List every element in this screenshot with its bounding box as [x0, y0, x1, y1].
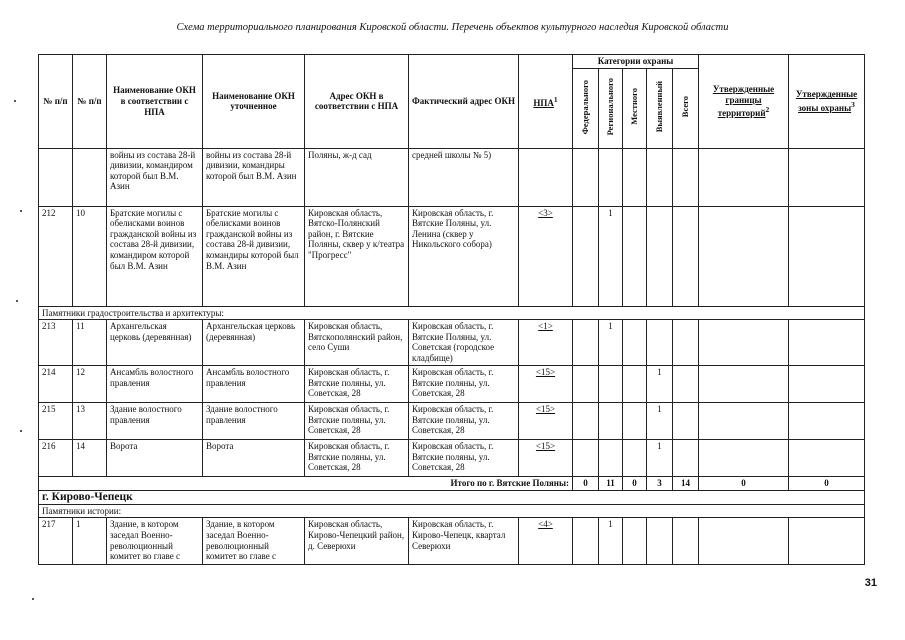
table-row	[39, 518, 865, 565]
col-npa-header	[519, 55, 573, 149]
total-ident: 3	[647, 477, 673, 491]
cell-reg	[599, 148, 623, 206]
cell-reg: 1	[599, 206, 623, 306]
cell-name-npa: Ворота	[107, 440, 203, 477]
cell-total	[673, 518, 699, 565]
cell-address-fact: Кировская область, г. Вятские поляны, ул. Советская, 28	[409, 366, 519, 403]
cell-address-fact: Кировская область, г. Кирово-Чепецк, квартал Северюхи	[409, 518, 519, 565]
cell-loc	[623, 206, 647, 306]
col-name-spec-header: Наименование ОКН уточненное	[203, 55, 305, 149]
cell-fed	[573, 206, 599, 306]
cell-npa: <1>	[519, 320, 573, 366]
cell-total	[673, 320, 699, 366]
heritage-register-table	[38, 54, 865, 565]
cell-npa: <15>	[519, 403, 573, 440]
cell-n1	[39, 148, 73, 206]
cell-ident: 1	[647, 403, 673, 440]
cell-address-npa: Кировская область, Вятско-Полянский район, г. Вятские Поляны, сквер у к/театра "Прогресс"	[305, 206, 409, 306]
header-row-top	[39, 55, 865, 69]
table-row	[39, 206, 865, 306]
cell-zones	[789, 366, 865, 403]
scan-speck	[14, 100, 16, 102]
col-num1-header: № п/п	[39, 55, 73, 149]
cell-fed	[573, 518, 599, 565]
cell-total	[673, 366, 699, 403]
cell-bounds	[699, 518, 789, 565]
total-row	[39, 477, 865, 491]
cell-npa: <15>	[519, 440, 573, 477]
cell-bounds	[699, 148, 789, 206]
cell-fed	[573, 366, 599, 403]
city-heading: г. Кирово-Чепецк	[39, 490, 865, 504]
zones-footnote: 3	[851, 99, 855, 109]
cell-total	[673, 440, 699, 477]
cat-federal-header	[573, 68, 599, 148]
table-row	[39, 366, 865, 403]
col-zones-header	[789, 55, 865, 149]
cell-npa: <15>	[519, 366, 573, 403]
cell-fed	[573, 440, 599, 477]
cell-bounds	[699, 320, 789, 366]
total-zones: 0	[789, 477, 865, 491]
cell-zones	[789, 518, 865, 565]
cell-reg	[599, 440, 623, 477]
total-fed: 0	[573, 477, 599, 491]
cell-address-npa: Поляны, ж-д сад	[305, 148, 409, 206]
cell-n2: 1	[73, 518, 107, 565]
cell-ident: 1	[647, 440, 673, 477]
cell-zones	[789, 403, 865, 440]
col-address-fact-header: Фактический адрес ОКН	[409, 55, 519, 149]
cell-address-fact: Кировская область, г. Вятские поляны, ул. Советская, 28	[409, 440, 519, 477]
npa-footnote: 1	[553, 94, 558, 104]
category-group-header: Категории охраны	[573, 55, 699, 69]
cell-ident	[647, 518, 673, 565]
table-row	[39, 403, 865, 440]
col-bounds-header	[699, 55, 789, 149]
cell-address-npa: Кировская область, г. Вятские поляны, ул. Советская, 28	[305, 366, 409, 403]
section-label-history: Памятники истории:	[39, 504, 865, 518]
cell-n2: 10	[73, 206, 107, 306]
cell-reg	[599, 403, 623, 440]
scan-speck	[32, 598, 34, 600]
cell-total	[673, 148, 699, 206]
cell-loc	[623, 403, 647, 440]
cat-federal-label: Федерального	[580, 79, 591, 134]
cell-n1: 215	[39, 403, 73, 440]
section-row-history	[39, 504, 865, 518]
cat-identified-header	[647, 68, 673, 148]
cell-bounds	[699, 366, 789, 403]
cell-address-fact: средней школы № 5)	[409, 148, 519, 206]
page-number: 31	[864, 577, 877, 589]
cat-regional-header	[599, 68, 623, 148]
cell-loc	[623, 518, 647, 565]
cell-npa	[519, 148, 573, 206]
cat-local-label: Местного	[629, 88, 640, 126]
section-label-architecture: Памятники градостроительства и архитектуры:	[39, 306, 865, 320]
cat-total-header	[673, 68, 699, 148]
cell-n1: 214	[39, 366, 73, 403]
cat-identified-label: Выявленный	[654, 81, 665, 133]
cell-name-spec: Здание волостного правления	[203, 403, 305, 440]
cell-name-npa: Здание волостного правления	[107, 403, 203, 440]
cell-name-spec: Здание, в котором заседал Военно-революционный комитет во главе с	[203, 518, 305, 565]
cell-zones	[789, 320, 865, 366]
cell-zones	[789, 440, 865, 477]
scan-speck	[16, 300, 18, 302]
cell-bounds	[699, 403, 789, 440]
cell-fed	[573, 320, 599, 366]
cell-fed	[573, 403, 599, 440]
cell-address-fact: Кировская область, г. Вятские Поляны, ул. Ленина (сквер у Никольского собора)	[409, 206, 519, 306]
cell-fed	[573, 148, 599, 206]
cell-n2: 14	[73, 440, 107, 477]
cell-n2: 11	[73, 320, 107, 366]
cell-name-spec: Братские могилы с обелисками воинов гражданской войны из состава 28-й дивизии, командиры которой был В.М. Азин	[203, 206, 305, 306]
cell-n1: 212	[39, 206, 73, 306]
cell-loc	[623, 320, 647, 366]
cell-name-npa: войны из состава 28-й дивизии, командиром которой был В.М. Азин	[107, 148, 203, 206]
cell-address-npa: Кировская область, г. Вятские поляны, ул. Советская, 28	[305, 403, 409, 440]
cell-total	[673, 206, 699, 306]
cell-bounds	[699, 440, 789, 477]
cell-name-npa: Здание, в котором заседал Военно-революционный комитет во главе с	[107, 518, 203, 565]
table-row	[39, 148, 865, 206]
cell-n1: 216	[39, 440, 73, 477]
total-loc: 0	[623, 477, 647, 491]
col-name-npa-header: Наименование ОКН в соответствии с НПА	[107, 55, 203, 149]
cell-address-npa: Кировская область, г. Вятские поляны, ул. Советская, 28	[305, 440, 409, 477]
cell-name-spec: Ворота	[203, 440, 305, 477]
cell-name-npa: Братские могилы с обелисками воинов гражданской войны из состава 28-й дивизии, командиром которой был В.М. Азин	[107, 206, 203, 306]
cell-address-fact: Кировская область, г. Вятские поляны, ул. Советская, 28	[409, 403, 519, 440]
cell-n2: 12	[73, 366, 107, 403]
cell-zones	[789, 206, 865, 306]
cell-address-fact: Кировская область, г. Вятские Поляны, ул. Советская (городское кладбище)	[409, 320, 519, 366]
cell-zones	[789, 148, 865, 206]
cell-name-spec: войны из состава 28-й дивизии, командиры которой был В.М. Азин	[203, 148, 305, 206]
cat-total-label: Всего	[680, 96, 691, 118]
scan-speck	[20, 430, 22, 432]
table-row	[39, 440, 865, 477]
cell-name-spec: Ансамбль волостного правления	[203, 366, 305, 403]
col-num2-header: № п/п	[73, 55, 107, 149]
bounds-footnote: 2	[765, 105, 770, 115]
cell-ident	[647, 148, 673, 206]
section-row-architecture	[39, 306, 865, 320]
cell-reg	[599, 366, 623, 403]
cell-ident	[647, 320, 673, 366]
cell-name-npa: Ансамбль волостного правления	[107, 366, 203, 403]
cell-loc	[623, 148, 647, 206]
cell-n2: 13	[73, 403, 107, 440]
cell-reg: 1	[599, 320, 623, 366]
page-title: Схема территориального планирования Кировской области. Перечень объектов культурного наследия Кировской области	[176, 22, 729, 33]
cell-address-npa: Кировская область, Кирово-Чепецкий район, д. Северюхи	[305, 518, 409, 565]
city-heading-row	[39, 490, 865, 504]
bounds-label: Утвержденные границы территорий	[712, 83, 775, 119]
cell-name-npa: Архангельская церковь (деревянная)	[107, 320, 203, 366]
total-bounds: 0	[699, 477, 789, 491]
cell-loc	[623, 440, 647, 477]
cat-regional-label: Регионального	[605, 78, 616, 136]
cell-n1: 213	[39, 320, 73, 366]
cell-address-npa: Кировская область, Вятскополянский район, село Суши	[305, 320, 409, 366]
zones-label: Утвержденные зоны охраны	[795, 89, 858, 113]
cat-local-header	[623, 68, 647, 148]
cell-npa: <3>	[519, 206, 573, 306]
cell-ident	[647, 206, 673, 306]
total-label: Итого по г. Вятские Поляны:	[39, 477, 573, 491]
cell-loc	[623, 366, 647, 403]
col-address-npa-header: Адрес ОКН в соответствии с НПА	[305, 55, 409, 149]
cell-total	[673, 403, 699, 440]
total-reg: 11	[599, 477, 623, 491]
table-row	[39, 320, 865, 366]
npa-label: НПА	[533, 97, 554, 108]
cell-npa: <4>	[519, 518, 573, 565]
cell-n2	[73, 148, 107, 206]
cell-n1: 217	[39, 518, 73, 565]
cell-bounds	[699, 206, 789, 306]
cell-ident: 1	[647, 366, 673, 403]
total-total: 14	[673, 477, 699, 491]
cell-name-spec: Архангельская церковь (деревянная)	[203, 320, 305, 366]
cell-reg: 1	[599, 518, 623, 565]
scan-speck	[20, 210, 22, 212]
